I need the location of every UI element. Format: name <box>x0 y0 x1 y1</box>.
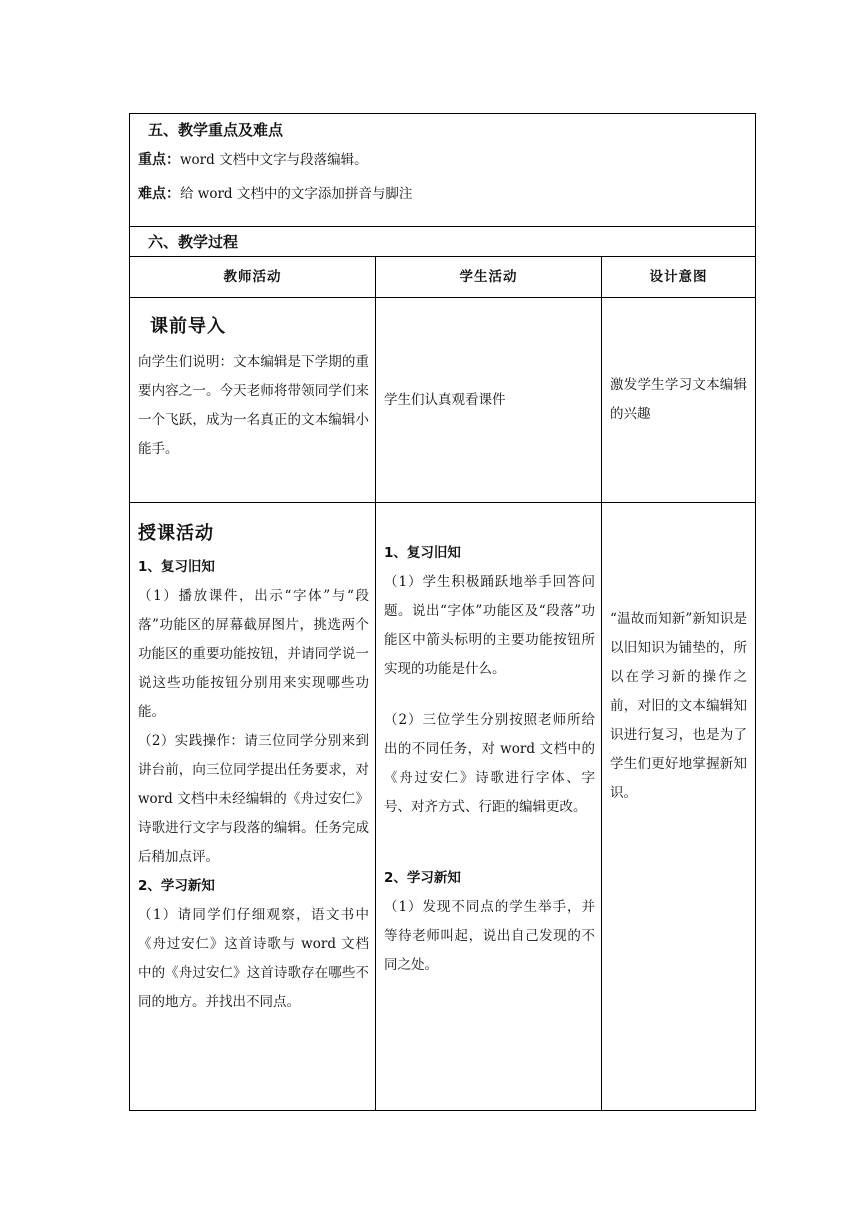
teacher-column-header: 教师活动 <box>130 257 376 298</box>
design-column-header: 设计意图 <box>602 257 756 298</box>
intro-design-cell <box>602 298 756 503</box>
section5-title: 五、教学重点及难点 <box>148 121 284 139</box>
teacher-review-title: 1、复习旧知 <box>138 559 215 575</box>
student-column-header: 学生活动 <box>376 257 602 298</box>
teacher-new-title: 2、学习新知 <box>138 878 215 894</box>
lesson-title: 授课活动 <box>138 523 214 544</box>
teacher-new-p1: （1）请同学们仔细观察，语文书中《舟过安仁》这首诗歌与 word 文档中的《舟过安仁》这首诗歌存在哪些不同的地方。并找出不同点。 <box>138 907 369 1010</box>
intro-design-text: 激发学生学习文本编辑的兴趣 <box>610 377 748 422</box>
difficulty-text: 给 word 文档中的文字添加拼音与脚注 <box>180 186 413 202</box>
student-review-p2: （2）三位学生分别按照老师所给出的不同任务，对 word 文档中的《舟过安仁》诗歌进行字体、字号、对齐方式、行距的编辑更改。 <box>384 712 595 815</box>
intro-title: 课前导入 <box>150 316 226 337</box>
lesson-teacher-cell <box>130 503 376 1111</box>
teacher-review-p1: （1）播放课件，出示“字体”与“段落”功能区的屏幕截屏图片，挑选两个功能区的重要功能按钮，并请同学说一说这些功能按钮分别用来实现哪些功能。 <box>138 588 369 720</box>
intro-student-text: 学生们认真观看课件 <box>384 391 506 408</box>
intro-teacher-cell <box>130 298 376 503</box>
section6-title: 六、教学过程 <box>148 232 239 251</box>
focus-label: 重点： <box>138 152 180 168</box>
lesson-design-cell <box>602 503 756 1111</box>
difficulty-line <box>130 183 755 205</box>
teacher-review-p2: （2）实践操作：请三位同学分别来到讲台前，向三位同学提出任务要求，对 word 文档中未经编辑的《舟过安仁》诗歌进行文字与段落的编辑。任务完成后稍加点评。 <box>138 733 369 865</box>
student-review-title: 1、复习旧知 <box>384 545 461 561</box>
lesson-design-text: “温故而知新”新知识是以旧知识为铺垫的，所以在学习新的操作之前，对旧的文本编辑知识进行复习，也是为了学生们更好地掌握新知识。 <box>610 611 748 801</box>
column-header-row <box>130 257 756 298</box>
focus-text: word 文档中文字与段落编辑。 <box>180 152 368 168</box>
key-points-row <box>130 114 756 227</box>
student-new-p1: （1）发现不同点的学生举手，并等待老师叫起，说出自己发现的不同之处。 <box>384 899 595 973</box>
intro-row <box>130 298 756 503</box>
intro-student-cell <box>376 298 602 503</box>
process-title-row <box>130 227 756 257</box>
lesson-row <box>130 503 756 1111</box>
focus-line <box>130 149 755 171</box>
intro-teacher-text: 向学生们说明：文本编辑是下学期的重要内容之一。今天老师将带领同学们来一个飞跃，成为一名真正的文本编辑小能手。 <box>138 354 369 457</box>
student-review-p1: （1）学生积极踊跃地举手回答问题。说出“字体”功能区及“段落”功能区中箭头标明的主要功能按钮所实现的功能是什么。 <box>384 574 595 677</box>
student-new-title: 2、学习新知 <box>384 870 461 886</box>
lesson-plan-table <box>129 113 756 1111</box>
lesson-student-cell <box>376 503 602 1111</box>
difficulty-label: 难点： <box>138 186 180 202</box>
